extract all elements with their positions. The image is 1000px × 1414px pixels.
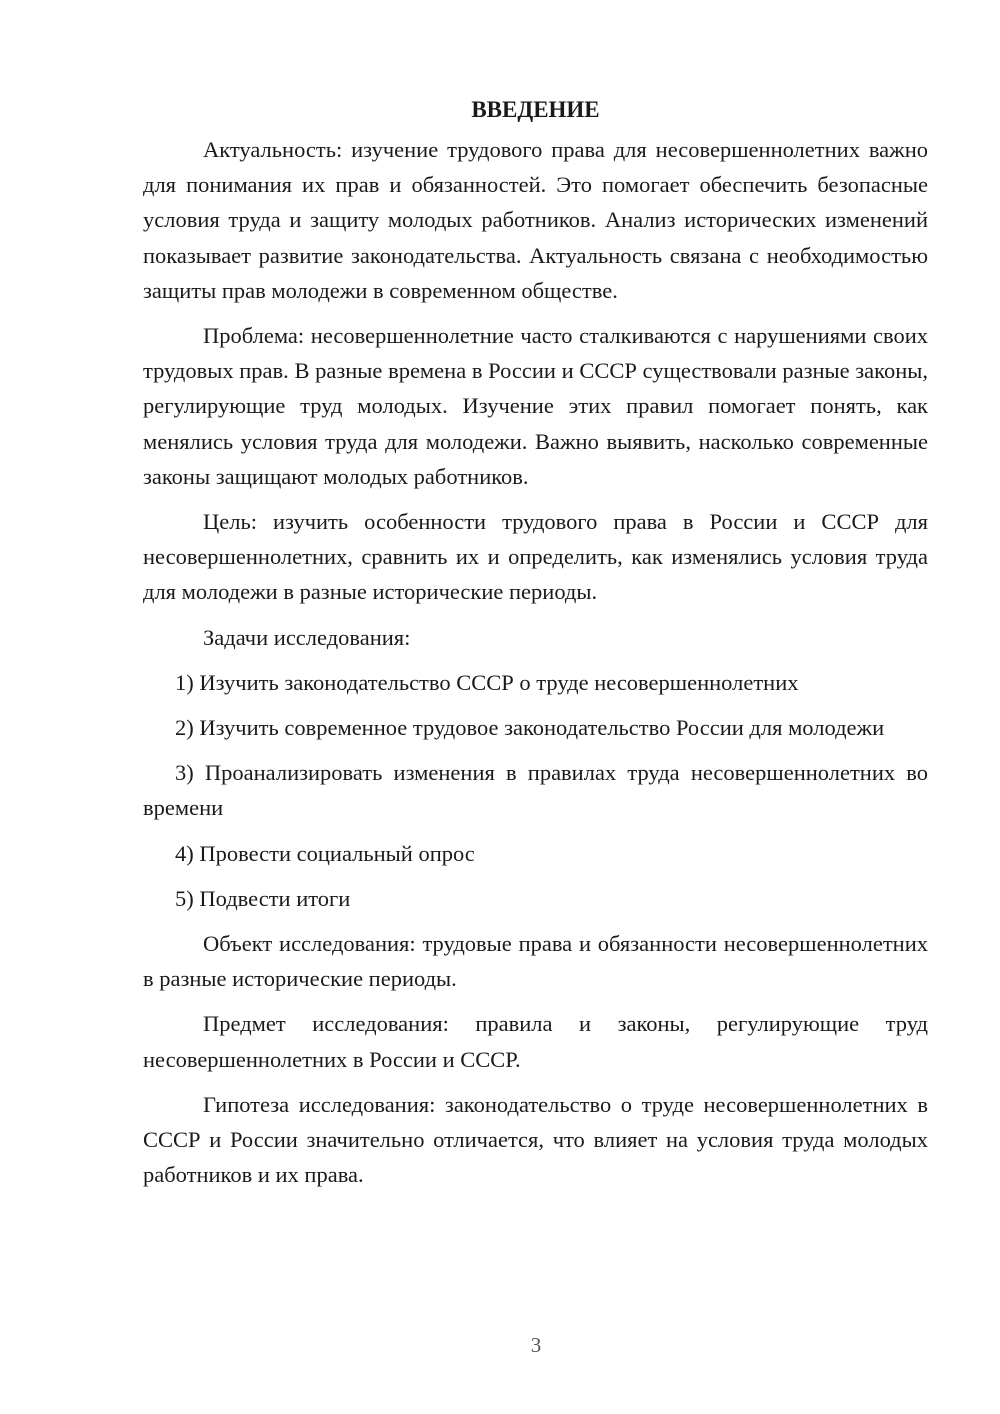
paragraph-relevance: Актуальность: изучение трудового права для несовершеннолетних важно для понимания их прав и обязанностей. Это помогает обеспечить безопасные условия труда и защиту молодых работников. Анализ исторических изменений показывает развитие законодательства. Актуальность связана с необходимостью защиты прав молодежи в современном обществе. — [143, 137, 928, 303]
task-item: 2) Изучить современное трудовое законодательство России для молодежи — [175, 715, 885, 741]
section-title: ВВЕДЕНИЕ — [471, 97, 600, 122]
paragraph-object: Объект исследования: трудовые права и обязанности несовершеннолетних в разные исторические периоды. — [143, 931, 928, 992]
tasks-heading: Задачи исследования: — [203, 624, 411, 650]
paragraph-goal: Цель: изучить особенности трудового права в России и СССР для несовершеннолетних, сравнить их и определить, как изменялись условия труда для молодежи в разные исторические периоды. — [143, 509, 928, 605]
task-item: 4) Провести социальный опрос — [175, 840, 475, 866]
document-page — [143, 92, 928, 1202]
paragraph-subject: Предмет исследования: правила и законы, регулирующие труд несовершеннолетних в России и СССР. — [143, 1011, 928, 1072]
page-number: 3 — [530, 1333, 542, 1357]
paragraph-problem: Проблема: несовершеннолетние часто сталкиваются с нарушениями своих трудовых прав. В разные времена в России и СССР существовали разные законы, регулирующие труд молодых. Изучение этих правил помогает понять, как менялись условия труда для молодежи. Важно выявить, насколько современные законы защищают молодых работников. — [143, 323, 928, 489]
task-item: 1) Изучить законодательство СССР о труде несовершеннолетних — [175, 669, 799, 695]
task-item: 3) Проанализировать изменения в правилах труда несовершеннолетних во времени — [143, 760, 928, 821]
paragraph-hypothesis: Гипотеза исследования: законодательство о труде несовершеннолетних в СССР и России значительно отличается, что влияет на условия труда молодых работников и их права. — [143, 1091, 928, 1188]
task-item: 5) Подвести итоги — [175, 885, 351, 911]
